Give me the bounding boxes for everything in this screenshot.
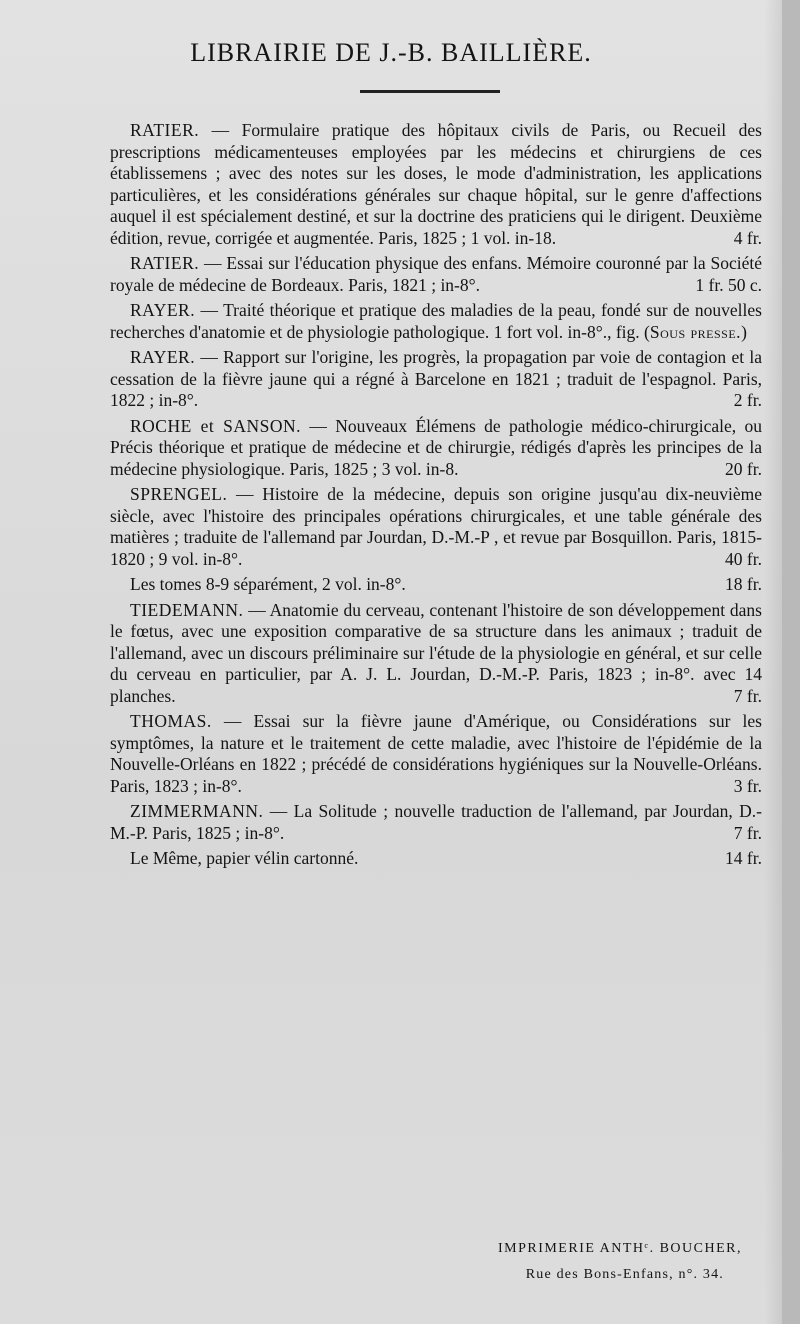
- entry-author: RATIER.: [130, 120, 200, 140]
- entry-text: — Essai sur la fièvre jaune d'Amérique, ou Considérations sur les symptômes, la nature et le traitement de cette maladie, avec l'histoire de l'épidémie de la Nouvelle-Orléans en 1822 ; précédé de considérations hygiéniques sur la Nouvelle-Orléans. Paris, 1823 ; in-8°.: [110, 711, 762, 796]
- entry-text: — Formulaire pratique des hôpitaux civils de Paris, ou Recueil des prescriptions médicamenteuses employées par les médecins et chirurgiens de ces établissemens ; avec des notes sur les doses, le mode d'administration, les applications particulières, et les considérations générales sur chaque hôpital, sur le genre d'affections auquel il est spécialement destiné, et sur la doctrine des praticiens qui le dirigent. Deuxième édition, revue, corrigée et augmentée. Paris, 1825 ; 1 vol. in-18.: [110, 120, 762, 248]
- entry-author: RAYER.: [130, 300, 196, 320]
- catalog-entry: [110, 416, 762, 481]
- entry-author: SPRENGEL.: [130, 484, 228, 504]
- subentry-text: Les tomes 8-9 séparément, 2 vol. in-8°.: [130, 574, 406, 594]
- entry-author: ZIMMERMANN.: [130, 801, 264, 821]
- entry-text: — Histoire de la médecine, depuis son origine jusqu'au dix-neuvième siècle, avec l'histoire des principales opérations chirurgicales, et une table générale des matières ; traduite de l'allemand par Jourdan, D.-M.-P , et revue par Bosquillon. Paris, 1815-1820 ; 9 vol. in-8°.: [110, 484, 762, 569]
- entry-text-tail: ): [741, 321, 747, 342]
- catalog-entry: [110, 711, 762, 797]
- entry-author: ROCHE et SANSON.: [130, 415, 302, 436]
- entry-price: 7 fr.: [733, 685, 762, 706]
- catalog-subentry: [110, 848, 762, 870]
- catalog-entry: [110, 347, 762, 412]
- catalog-entry: [110, 253, 762, 296]
- entry-text: — Traité théorique et pratique des maladies de la peau, fondé sur de nouvelles recherches d'anatomie et de physiologie pathologique. 1 fort vol. in-8°., fig. (: [110, 300, 762, 342]
- page-edge-shadow: [764, 0, 782, 1324]
- entry-text: — Essai sur l'éducation physique des enfans. Mémoire couronné par la Société royale de médecine de Bordeaux. Paris, 1821 ; in-8°.: [110, 253, 762, 295]
- entry-price: 14 fr.: [725, 848, 762, 868]
- printer-imprint: [498, 1236, 742, 1288]
- entry-price: 2 fr.: [733, 390, 762, 410]
- entry-author: RAYER.: [130, 347, 196, 367]
- catalog-entry: [110, 484, 762, 570]
- catalog-entry: [110, 600, 762, 708]
- entry-price: 7 fr.: [733, 822, 762, 843]
- entry-price: 1 fr. 50 c.: [695, 274, 762, 295]
- catalog-entry: [110, 801, 762, 844]
- subentry-text: Le Même, papier vélin cartonné.: [130, 848, 359, 868]
- entry-price: 4 fr.: [733, 227, 762, 248]
- catalog-entry: [110, 300, 762, 343]
- printer-address: Rue des Bons-Enfans, n°. 34.: [525, 1267, 724, 1282]
- entry-price: 40 fr.: [725, 548, 762, 569]
- page-title: LIBRAIRIE DE J.-B. BAILLIÈRE.: [190, 38, 592, 67]
- title-rule: [360, 90, 500, 93]
- catalog-subentry: [110, 574, 762, 596]
- catalog-entry: [110, 120, 762, 249]
- entry-price: 20 fr.: [725, 458, 762, 479]
- entry-price: 3 fr.: [733, 775, 762, 796]
- entry-text: — Anatomie du cerveau, contenant l'histoire de son développement dans le fœtus, avec une exposition comparative de sa structure dans les animaux ; traduit de l'allemand, avec un discours préliminaire sur l'étude de la physiologie en général, et sur celle du cerveau en particulier, par A. J. L. Jourdan, D.-M.-P. Paris, 1823 ; in-8°. avec 14 planches.: [110, 599, 762, 706]
- printer-name: IMPRIMERIE ANTHᶜ. BOUCHER,: [497, 1241, 742, 1256]
- entry-status: Sous presse.: [649, 321, 742, 342]
- entry-author: RATIER.: [130, 253, 200, 273]
- entry-author: THOMAS.: [130, 711, 212, 731]
- entry-author: TIEDEMANN.: [130, 599, 244, 620]
- catalog-entries: [110, 120, 762, 874]
- entry-price: 18 fr.: [725, 574, 762, 594]
- entry-text: — Nouveaux Élémens de pathologie médico-chirurgicale, ou Précis théorique et pratique de médecine et de chirurgie, rédigés d'après les principes de la médecine physiologique. Paris, 1825 ; 3 vol. in-8.: [110, 415, 762, 479]
- entry-text: — Rapport sur l'origine, les progrès, la propagation par voie de contagion et la cessation de la fièvre jaune qui a régné à Barcelone en 1821 ; traduit de l'espagnol. Paris, 1822 ; in-8°.: [110, 347, 762, 410]
- entry-text: — La Solitude ; nouvelle traduction de l'allemand, par Jourdan, D.-M.-P. Paris, 1825 ; in-8°.: [110, 801, 762, 843]
